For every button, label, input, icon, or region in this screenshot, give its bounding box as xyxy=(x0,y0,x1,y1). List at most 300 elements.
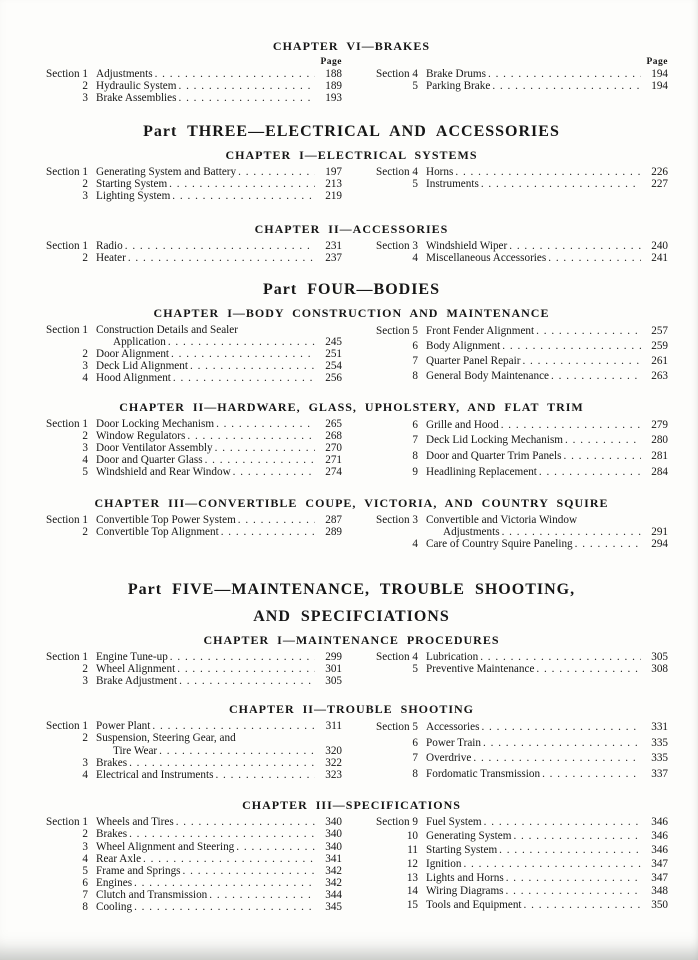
entry-title: Body Alignment xyxy=(426,339,501,352)
entry-title: Application xyxy=(113,335,166,348)
toc-row xyxy=(365,885,668,899)
dot-leader xyxy=(178,92,315,104)
dot-leader xyxy=(170,651,315,663)
dot-leader xyxy=(524,899,641,913)
section-label: 8 xyxy=(412,450,418,463)
column-gap xyxy=(342,514,365,550)
section-label: Section 4 xyxy=(376,166,418,179)
column-gap xyxy=(342,651,365,687)
toc-column-right xyxy=(365,240,668,264)
section-label: 4 xyxy=(412,251,418,264)
toc-block xyxy=(35,223,668,264)
dot-leader xyxy=(177,663,315,675)
toc-column-left xyxy=(35,166,342,202)
toc-row xyxy=(365,369,668,384)
section-label: 4 xyxy=(82,453,88,466)
toc-row xyxy=(35,466,342,478)
section-label: 3 xyxy=(82,675,88,688)
page-number: 265 xyxy=(325,417,342,430)
section-label: 5 xyxy=(412,80,418,93)
toc-row xyxy=(35,430,342,442)
entry-title: Generating System xyxy=(426,830,512,843)
page-number: 331 xyxy=(651,721,668,734)
section-label: 3 xyxy=(82,756,88,769)
toc-column-left xyxy=(35,57,342,104)
page-number: 348 xyxy=(651,885,668,898)
section-label: 12 xyxy=(406,857,418,870)
section-label: Section 3 xyxy=(376,513,418,526)
toc-row xyxy=(35,348,342,360)
entry-title: Engine Tune-up xyxy=(96,651,168,664)
toc-column-left xyxy=(35,816,342,913)
dot-leader xyxy=(499,844,641,858)
dot-leader xyxy=(483,736,641,752)
page-number: 237 xyxy=(325,251,342,264)
toc-row xyxy=(365,240,668,252)
page-number: 274 xyxy=(325,465,342,478)
entry-title: Wheel Alignment and Steering xyxy=(96,840,235,853)
entry-title: Convertible Top Power System xyxy=(96,513,236,526)
column-gap xyxy=(342,324,365,385)
toc-block xyxy=(35,497,668,550)
dot-leader xyxy=(221,526,315,538)
section-label: Section 9 xyxy=(376,816,418,829)
chapter-title: CHAPTER II—TROUBLE SHOOTING xyxy=(228,702,475,717)
entry-title: Brake Drums xyxy=(426,68,486,80)
toc-column-right xyxy=(365,651,668,687)
page-number: 347 xyxy=(651,871,668,884)
section-label: 2 xyxy=(82,828,88,841)
dot-leader xyxy=(536,663,641,675)
entry-title: Horns xyxy=(426,166,454,179)
toc-row xyxy=(35,68,342,80)
dot-leader xyxy=(502,339,641,354)
entry-title: Hood Alignment xyxy=(96,372,171,385)
section-label: 4 xyxy=(82,768,88,781)
toc-row xyxy=(365,449,668,465)
entry-title: Brake Adjustment xyxy=(96,675,178,688)
page-number: 245 xyxy=(325,335,342,348)
dot-leader xyxy=(484,816,641,830)
toc-row xyxy=(35,454,342,466)
page-number: 280 xyxy=(651,434,668,447)
toc-block xyxy=(35,799,668,913)
section-label: 2 xyxy=(82,663,88,676)
toc-row xyxy=(35,901,342,913)
toc-row xyxy=(365,465,668,481)
toc-row xyxy=(35,732,342,744)
toc-row xyxy=(365,830,668,844)
page-number: 294 xyxy=(651,537,668,550)
toc-column-left xyxy=(35,651,342,687)
entry-title: Fordomatic Transmission xyxy=(426,767,541,780)
dot-leader xyxy=(542,767,641,783)
dot-leader xyxy=(216,418,315,430)
toc-row xyxy=(365,252,668,264)
toc-row xyxy=(365,178,668,190)
page-number: 268 xyxy=(325,429,342,442)
toc-column-right xyxy=(365,816,668,913)
toc-row xyxy=(365,720,668,736)
dot-leader xyxy=(215,442,315,454)
page-number: 279 xyxy=(651,418,668,431)
page-number: 189 xyxy=(325,80,342,93)
page-number: 322 xyxy=(325,756,342,769)
entry-title: Hydraulic System xyxy=(96,80,177,93)
section-label: 13 xyxy=(406,871,418,884)
section-label: Section 4 xyxy=(376,68,418,80)
dot-leader xyxy=(488,68,641,80)
page-number: 323 xyxy=(325,768,342,781)
dot-leader xyxy=(575,538,641,550)
page-number: 193 xyxy=(325,92,342,105)
section-label: 8 xyxy=(412,370,418,383)
section-label: 3 xyxy=(82,190,88,203)
section-label: 9 xyxy=(412,465,418,478)
entry-title: Adjustments xyxy=(96,68,153,80)
page-number: 281 xyxy=(651,450,668,463)
section-label: Section 4 xyxy=(376,651,418,664)
page-number: 289 xyxy=(325,525,342,538)
toc-row-continuation xyxy=(35,745,342,757)
toc-row xyxy=(35,877,342,889)
toc-column-right xyxy=(365,720,668,782)
page-number: 197 xyxy=(325,166,342,179)
page-number: 259 xyxy=(651,339,668,352)
entry-title: Starting System xyxy=(426,843,498,856)
page-number: 305 xyxy=(325,675,342,688)
page-number: 257 xyxy=(651,324,668,337)
toc-column-left xyxy=(35,240,342,264)
section-label: 4 xyxy=(82,372,88,385)
toc-row xyxy=(365,68,668,80)
toc-row xyxy=(35,442,342,454)
dot-leader xyxy=(152,720,315,732)
toc-row xyxy=(35,190,342,202)
toc-row xyxy=(365,354,668,369)
toc-row xyxy=(35,769,342,781)
entry-title: Preventive Maintenance xyxy=(426,663,535,676)
dot-leader xyxy=(502,526,641,538)
toc-row xyxy=(365,651,668,663)
section-label: Section 1 xyxy=(46,417,88,430)
entry-title: Tools and Equipment xyxy=(426,899,522,912)
page-number: 344 xyxy=(325,888,342,901)
dot-leader xyxy=(539,465,641,481)
toc-row xyxy=(35,651,342,663)
page-number: 346 xyxy=(651,830,668,843)
toc-columns xyxy=(35,324,668,385)
column-gap xyxy=(342,418,365,481)
toc-row xyxy=(365,80,668,92)
entry-title: Accessories xyxy=(426,721,480,734)
entry-title: Brake Assemblies xyxy=(96,92,177,105)
dot-leader xyxy=(233,466,315,478)
page-number: 291 xyxy=(651,525,668,538)
entry-title: Door Locking Mechanism xyxy=(96,417,215,430)
toc-row xyxy=(365,663,668,675)
entry-title: Lights and Horns xyxy=(426,871,504,884)
entry-title: Deck Lid Alignment xyxy=(96,360,188,373)
dot-leader xyxy=(143,853,315,865)
toc-row-continuation xyxy=(35,336,342,348)
entry-title: Overdrive xyxy=(426,752,472,765)
section-label: 6 xyxy=(412,418,418,431)
entry-title: Generating System and Battery xyxy=(96,166,237,179)
entry-title: Ignition xyxy=(426,857,462,870)
section-label: 3 xyxy=(82,92,88,105)
chapter-title: CHAPTER I—MAINTENANCE PROCEDURES xyxy=(203,633,500,648)
column-gap xyxy=(342,816,365,913)
page-number: 340 xyxy=(325,840,342,853)
toc-columns xyxy=(35,816,668,913)
page-number: 213 xyxy=(325,178,342,191)
entry-title: Lubrication xyxy=(426,651,479,664)
entry-title: Door Ventilator Assembly xyxy=(96,441,213,454)
column-gap xyxy=(342,240,365,264)
page-number: 340 xyxy=(325,828,342,841)
page-number: 342 xyxy=(325,864,342,877)
dot-leader xyxy=(173,372,315,384)
dot-leader xyxy=(205,454,315,466)
section-label: 7 xyxy=(412,752,418,765)
entry-title: Windshield and Rear Window xyxy=(96,465,231,478)
dot-leader xyxy=(481,178,641,190)
dot-leader xyxy=(215,769,315,781)
page-number: 287 xyxy=(325,513,342,526)
entry-title: Tire Wear xyxy=(113,744,158,757)
dot-leader xyxy=(134,877,315,889)
section-label: 5 xyxy=(82,864,88,877)
section-label: 8 xyxy=(82,900,88,913)
dot-leader xyxy=(183,865,315,877)
toc-block xyxy=(35,580,668,687)
section-label: 2 xyxy=(82,347,88,360)
section-label: Section 1 xyxy=(46,323,88,336)
toc-column-right xyxy=(365,418,668,481)
entry-title: Wiring Diagrams xyxy=(426,885,504,898)
section-label: Section 1 xyxy=(46,68,88,80)
dot-leader xyxy=(172,190,315,202)
page-number: 231 xyxy=(325,239,342,252)
entry-title: Starting System xyxy=(96,178,168,191)
entry-title: Grille and Hood xyxy=(426,418,499,431)
toc-row xyxy=(35,324,342,336)
entry-title: Rear Axle xyxy=(96,852,142,865)
page-number: 345 xyxy=(325,900,342,913)
page-number: 263 xyxy=(651,370,668,383)
section-label: 2 xyxy=(82,732,88,745)
dot-leader xyxy=(463,858,641,872)
page-column-header: Page xyxy=(320,57,342,67)
chapter-title: CHAPTER II—HARDWARE, GLASS, UPHOLSTERY, AND FLAT TRIM xyxy=(119,399,584,414)
dot-leader xyxy=(506,872,641,886)
page-number: 335 xyxy=(651,736,668,749)
section-label: Section 1 xyxy=(46,239,88,252)
page-number: 251 xyxy=(325,347,342,360)
dot-leader xyxy=(171,348,315,360)
chapter-title: CHAPTER II—ACCESSORIES xyxy=(254,221,449,236)
toc-row xyxy=(365,166,668,178)
entry-title: Brakes xyxy=(96,756,128,769)
toc-columns xyxy=(35,418,668,481)
dot-leader xyxy=(128,252,315,264)
toc-column-left xyxy=(35,720,342,782)
entry-title: Door Alignment xyxy=(96,347,170,360)
toc-row xyxy=(365,324,668,339)
section-label: 3 xyxy=(82,840,88,853)
dot-leader xyxy=(238,514,315,526)
dot-leader xyxy=(125,240,315,252)
column-gap xyxy=(342,57,365,104)
toc-column-right xyxy=(365,57,668,104)
toc-column-right xyxy=(365,324,668,385)
section-label: 5 xyxy=(412,663,418,676)
page-number: 241 xyxy=(651,251,668,264)
entry-title: Instruments xyxy=(426,178,479,191)
entry-title: Lighting System xyxy=(96,190,171,203)
page-number: 301 xyxy=(325,663,342,676)
section-label: 5 xyxy=(412,178,418,191)
section-label: 7 xyxy=(412,434,418,447)
page-number: 335 xyxy=(651,752,668,765)
page-number: 340 xyxy=(325,816,342,829)
entry-title: Miscellaneous Accessories xyxy=(426,251,547,264)
entry-title: Clutch and Transmission xyxy=(96,888,208,901)
dot-leader xyxy=(176,816,315,828)
toc-block xyxy=(35,40,668,104)
toc-row xyxy=(365,872,668,886)
entry-title: Adjustments xyxy=(443,525,500,538)
section-label: Section 5 xyxy=(376,721,418,734)
toc-row xyxy=(365,538,668,550)
entry-title: Window Regulators xyxy=(96,429,186,442)
section-label: 3 xyxy=(82,441,88,454)
dot-leader xyxy=(563,449,641,465)
toc-row xyxy=(365,514,668,526)
section-label: 2 xyxy=(82,80,88,93)
page-number: 347 xyxy=(651,857,668,870)
entry-title: Deck Lid Locking Mechanism xyxy=(426,434,564,447)
dot-leader xyxy=(238,166,315,178)
toc-row xyxy=(35,720,342,732)
dot-leader xyxy=(178,80,315,92)
page-number: 299 xyxy=(325,651,342,664)
section-label: 6 xyxy=(82,876,88,889)
section-label: 15 xyxy=(406,899,418,912)
dot-leader xyxy=(209,889,315,901)
toc-column-left xyxy=(35,418,342,481)
page-number: 194 xyxy=(651,68,668,80)
toc-columns xyxy=(35,651,668,687)
page-number: 219 xyxy=(325,190,342,203)
part-title: Part FIVE—MAINTENANCE, TROUBLE SHOOTING, xyxy=(127,581,576,599)
entry-title: Convertible and Victoria Window xyxy=(426,513,578,526)
page-number: 308 xyxy=(651,663,668,676)
page-number: 320 xyxy=(325,744,342,757)
toc-row xyxy=(365,767,668,783)
page-number: 254 xyxy=(325,360,342,373)
page-number: 270 xyxy=(325,441,342,454)
section-label: Section 1 xyxy=(46,720,88,733)
chapter-title: CHAPTER III—CONVERTIBLE COUPE, VICTORIA, AND COUNTRY SQUIRE xyxy=(94,495,609,510)
section-label: 8 xyxy=(412,767,418,780)
dot-leader xyxy=(155,68,315,80)
toc-row xyxy=(35,853,342,865)
page-number: 271 xyxy=(325,453,342,466)
entry-title: Wheels and Tires xyxy=(96,816,174,829)
dot-leader xyxy=(506,885,641,899)
page-number: 350 xyxy=(651,899,668,912)
section-label: 6 xyxy=(412,736,418,749)
part-title: AND SPECIFCIATIONS xyxy=(253,608,450,626)
dot-leader xyxy=(179,675,315,687)
page-number: 337 xyxy=(651,767,668,780)
dot-leader xyxy=(473,751,641,767)
toc-row xyxy=(35,514,342,526)
toc-column-left xyxy=(35,324,342,385)
toc-row xyxy=(35,80,342,92)
dot-leader xyxy=(159,745,315,757)
toc-row xyxy=(35,816,342,828)
entry-title: Headlining Replacement xyxy=(426,465,537,478)
toc-row xyxy=(35,828,342,840)
toc-row xyxy=(35,757,342,769)
entry-title: Quarter Panel Repair xyxy=(426,355,521,368)
part-title: Part THREE—ELECTRICAL AND ACCESSORIES xyxy=(143,123,560,141)
entry-title: Convertible Top Alignment xyxy=(96,525,219,538)
toc-columns xyxy=(35,57,668,104)
dot-leader xyxy=(509,240,641,252)
dot-leader xyxy=(236,841,315,853)
toc-row xyxy=(365,816,668,830)
page-number: 226 xyxy=(651,166,668,179)
section-label: 14 xyxy=(406,885,418,898)
entry-title: Frame and Springs xyxy=(96,864,181,877)
entry-title: Windshield Wiper xyxy=(426,239,508,252)
dot-leader xyxy=(551,369,641,384)
section-label: 2 xyxy=(82,251,88,264)
toc-row xyxy=(35,252,342,264)
page-column-header: Page xyxy=(646,57,668,67)
toc-row xyxy=(35,889,342,901)
dot-leader xyxy=(187,430,315,442)
dot-leader xyxy=(548,252,641,264)
page-number: 256 xyxy=(325,372,342,385)
toc-row xyxy=(365,339,668,354)
dot-leader xyxy=(455,166,641,178)
section-label: 2 xyxy=(82,178,88,191)
entry-title: Radio xyxy=(96,239,123,252)
section-label: Section 1 xyxy=(46,816,88,829)
section-label: 10 xyxy=(406,830,418,843)
section-label: 11 xyxy=(407,843,418,856)
section-label: Section 5 xyxy=(376,324,418,337)
toc-row xyxy=(365,858,668,872)
toc-column-left xyxy=(35,514,342,550)
entry-title: Care of Country Squire Paneling xyxy=(426,537,573,550)
entry-title: Fuel System xyxy=(426,816,482,829)
section-label: 7 xyxy=(82,888,88,901)
dot-leader xyxy=(129,828,315,840)
toc-row xyxy=(365,418,668,434)
entry-title: General Body Maintenance xyxy=(426,370,550,383)
toc-row xyxy=(365,844,668,858)
entry-title: Cooling xyxy=(96,900,133,913)
section-label: 7 xyxy=(412,355,418,368)
page-number: 261 xyxy=(651,355,668,368)
toc-row xyxy=(35,178,342,190)
